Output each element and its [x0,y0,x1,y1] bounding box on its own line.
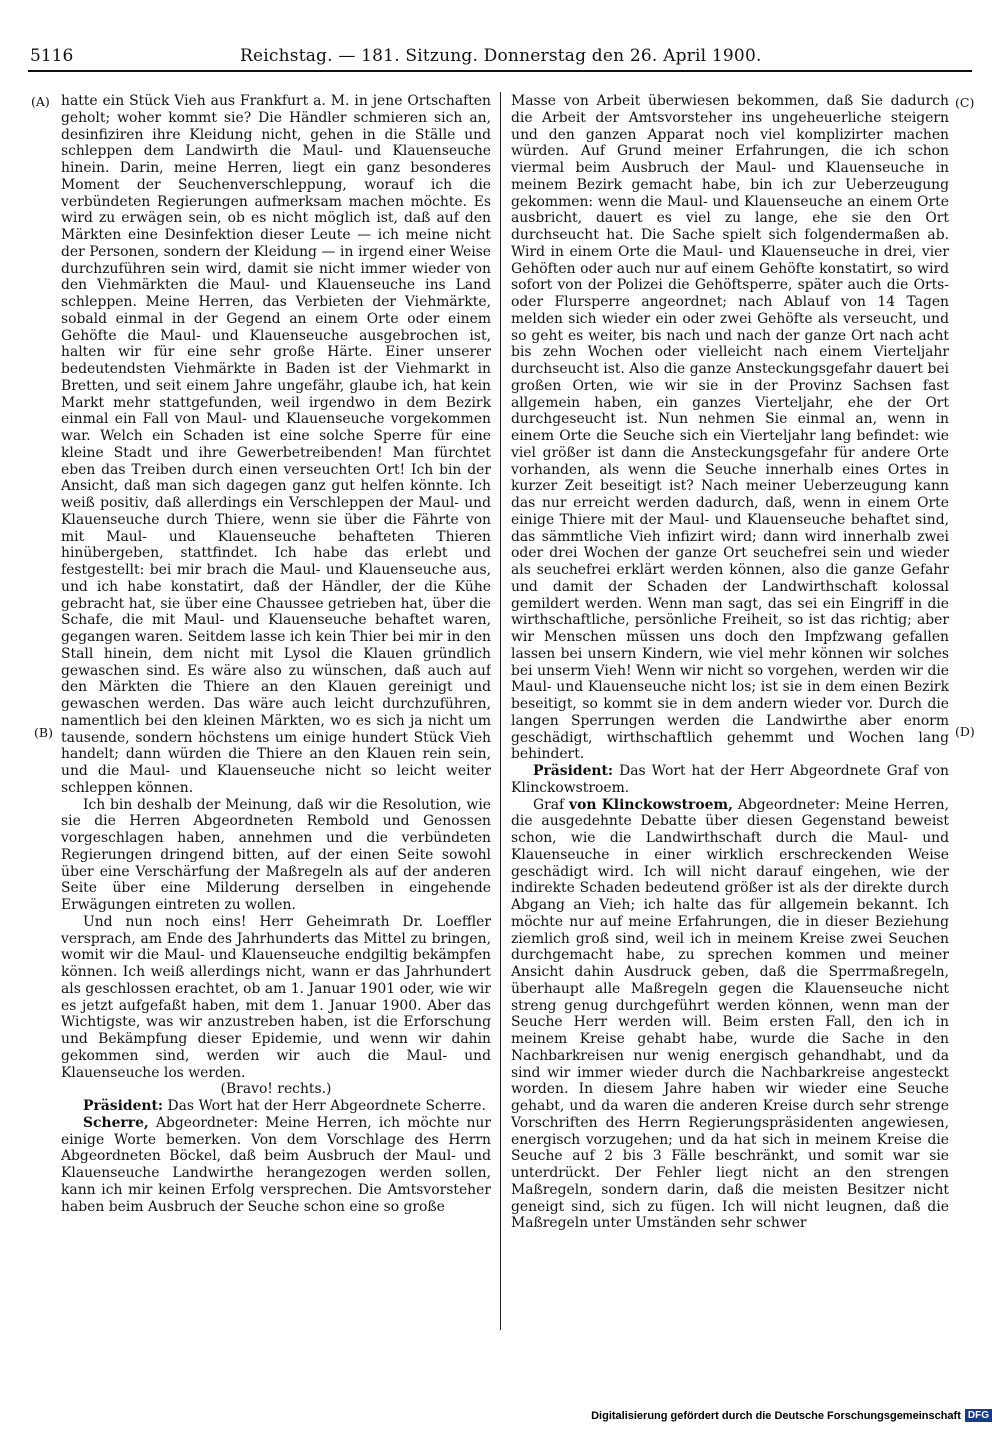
speaker-name: Scherre, [83,1114,149,1131]
speech [61,1115,491,1216]
applause-note: (Bravo! rechts.) [220,1081,332,1098]
president-text: Das Wort hat der Herr Abgeordnete Graf von Klinckowstroem. [511,763,949,796]
president-text: Das Wort hat der Herr Abgeordnete Scherre. [167,1098,486,1114]
footer-credit-text: Digitalisierung gefördert durch die Deutsche Forschungsgemeinschaft [591,1409,961,1422]
speech-text: Abgeordneter: Meine Herren, die ausgedehnte Debatte über diesen Gegenstand beweist schon, wie die Landwirthschaft durch die Maul- und Klauenseuche in einer wirklich erschreckenden Weise geschädigt wird. Ich will nicht darauf eingehen, wie der indirekte Schaden bedeutend größer ist als der direkte durch Abgang an Vieh; ich halte das für allgemein bekannt. Ich möchte nur auf meine Erfahrungen, die in dieser Beziehung ziemlich groß sind, weil ich in meinem Kreise zwei Seuchen durchgemacht habe, zu sprechen kommen und meiner Ansicht dahin Ausdruck geben, daß die Sperrmaßregeln, überhaupt alle Maßregeln gegen die Klauenseuche nicht streng genug durchgeführt werden können, wenn man der Seuche Herr werden will. Beim ersten Fall, den ich in meinem Kreise gehabt habe, wurde die Sache in den Nachbarkreisen nur wenig energisch gehandhabt, und da sind wir immer wieder durch die Nachbarkreise angesteckt worden. In diesem Jahre haben wir wieder eine Seuche gehabt, und da waren die anderen Kreise durch sehr strenge Vorschriften des Herrn Regierungspräsidenten angewiesen, energisch vorzugehen; und da hat sich in meinem Kreise die Seuche auf 2 bis 3 Fälle beschränkt, und somit war sie unterdrückt. Der Fehler liegt nicht an den strengen Maßregeln, sondern darin, daß die meisten Besitzer nicht geneigt sind, sich zu fügen. Ich will nicht leugnen, daß die Maßregeln unter Umständen sehr schwer [511,796,949,1232]
footer-credit [591,1409,992,1422]
president-label: Präsident: [83,1098,164,1114]
paragraph: Masse von Arbeit überwiesen bekommen, daß Sie dadurch die Arbeit der Amtsvorsteher ins ungeheuerliche steigern und den ganzen Apparat noch viel komplizirter machen würden. Auf Grund meiner Erfahrungen, die ich schon viermal beim Ausbruch der Maul- und Klauenseuche in meinem Bezirk gemacht habe, bin ich zur Ueberzeugung gekommen: wenn die Maul- und Klauenseuche an einem Orte ausbricht, dauert es viel zu lange, ehe sie den Ort durchseucht hat. Die Sache spielt sich folgendermaßen ab. Wird in einem Orte die Maul- und Klauenseuche in drei, vier Gehöften oder auch nur auf einem Gehöfte konstatirt, so wird sofort von der Polizei die Gehöftsperre, später auch die Orts- oder Flursperre angeordnet; nach Ablauf von 14 Tagen melden sich wieder ein oder zwei Gehöfte als verseucht, und so geht es weiter, bis nach und nach der ganze Ort nach acht bis zehn Wochen oder vielleicht nach einem Vierteljahr durchseucht ist. Also die ganze Ansteckungsgefahr dauert bei großen Orten, wie wir sie in der Provinz Sachsen fast allgemein haben, ein ganzes Vierteljahr, ehe der Ort durchgeseucht ist. Nun nehmen Sie einmal an, wenn in einem Orte die Seuche sich ein Vierteljahr lang befindet: wie viel größer ist dann die Ansteckungsgefahr für andere Orte vorhanden, als wenn die Seuche innerhalb eines Ortes in kurzer Zeit beseitigt ist? Nach meiner Ueberzeugung kann das nur erreicht werden dadurch, daß, wenn in einem Orte einige Thiere mit der Maul- und Klauenseuche behaftet sind, das sämmtliche Vieh infizirt wird; dann wird innerhalb zwei oder drei Wochen der ganze Ort seuchefrei sein und wieder als seuchefrei erklärt werden können, also die ganze Gefahr und damit der Schaden der Landwirthschaft kolossal gemildert werden. Wenn man sagt, das sei ein Eingriff in die wirthschaftliche, persönliche Freiheit, so ist das richtig; aber wir Menschen müssen uns doch den Impfzwang gefallen lassen bei unsern Kindern, wie viel mehr können wir solches bei unserm Vieh! Wenn wir nicht so vorgehen, werden wir die Maul- und Klauenseuche nicht los; ist sie in dem einen Bezirk beseitigt, so kommt sie in dem andern wieder vor. Durch die langen Sperrungen werden die Landwirthe aber enorm geschädigt, wirthschaftlich gehemmt und Wochen lang behindert. [511,93,949,763]
page-number: 5116 [30,46,74,66]
speech-text: Abgeordneter: Meine Herren, ich möchte nur einige Worte bemerken. Von dem Vorschlage des Herrn Abgeordneten Böckel, daß beim Ausbruch der Maul- und Klauenseuche Landwirthe herangezogen werden sollen, kann ich mir keinen Erfolg versprechen. Die Amtsvorsteher haben beim Ausbruch der Seuche schon eine so große [61,1114,491,1215]
paragraph: Ich bin deshalb der Meinung, daß wir die Resolution, wie sie die Herren Abgeordneten Rembold und Genossen vorgeschlagen haben, annehmen und die verbündeten Regierungen dringend bitten, auf der einen Seite sowohl über eine Verschärfung der Maßregeln als auf der anderen Seite über eine Milderung derselben in eingehende Erwägungen eintreten zu wollen. [61,796,491,913]
paragraph: Und nun noch eins! Herr Geheimrath Dr. Loeffler versprach, am Ende des Jahrhunderts das Mittel zu bringen, womit wir die Maul- und Klauenseuche endgiltig bekämpfen können. Ich weiß allerdings nicht, wann er das Jahrhundert als geschlossen erachtet, ob am 1. Januar 1901 oder, wie wir es jetzt aufgefaßt haben, mit dem 1. Januar 1900. Aber das Wichtigste, was wir anzustreben haben, ist die Erforschung und Bekämpfung dieser Epidemie, und wenn wir dahin gekommen sind, werden wir auch die Maul- und Klauenseuche los werden. [61,913,491,1081]
running-head: Reichstag. — 181. Sitzung. Donnerstag den 26. April 1900. [240,46,762,66]
speech [511,797,949,1233]
president-label: Präsident: [533,763,614,779]
dfg-logo: DFG [965,1409,992,1422]
speaker-prefix: Graf [533,796,565,813]
margin-marker-b: (B) [34,725,53,740]
speaker-name: von Klinckowstroem, [569,796,733,813]
margin-marker-a: (A) [31,94,50,109]
right-column [511,93,949,1333]
margin-marker-c: (C) [955,95,975,110]
header-rule [28,70,972,72]
paragraph: hatte ein Stück Vieh aus Frankfurt a. M. in jene Ortschaften geholt; woher kommt sie? Die Händler schmieren sich an, desinfiziren ihre Kleidung nicht, gehen in die Ställe und schleppen dem Landwirth die Maul- und Klauenseuche hinein. Darin, meine Herren, liegt ein ganz besonderes Moment der Seuchenverschleppung, worauf ich die verbündeten Regierungen aufmerksam machen möchte. Es wird zu erwägen sein, ob es nicht möglich ist, daß auf den Märkten eine Desinfektion dieser Leute — ich meine nicht der Personen, sondern der Kleidung — in irgend einer Weise durchzuführen sein wird, damit sie nicht immer wieder von den Viehmärkten die Maul- und Klauenseuche ins Land schleppen. Meine Herren, das Verbieten der Viehmärkte, sobald einmal in der Gegend an einem Orte oder einem Gehöfte die Maul- und Klauenseuche ausgebrochen ist, halten wir für eine sehr große Härte. Einer unserer bedeutendsten Viehmärkte in Baden ist der Viehmarkt in Bretten, und seit einem Jahre ungefähr, glaube ich, hat kein Markt mehr stattgefunden, weil irgendwo in dem Bezirk einmal ein Fall von Maul- und Klauenseuche vorgekommen war. Welch ein Schaden ist eine solche Sperre für eine kleine Stadt und ihre Gewerbetreibenden! Man fürchtet eben das Treiben durch einen verseuchten Ort! Ich bin der Ansicht, daß man sich dagegen ganz gut helfen könnte. Ich weiß positiv, daß allerdings ein Verschleppen der Maul- und Klauenseuche durch Thiere, wenn sie über die Fährte von mit Maul- und Klauenseuche behafteten Thieren hinübergeben, stattfindet. Ich habe das erlebt und festgestellt: bei mir brach die Maul- und Klauenseuche aus, und ich habe konstatirt, daß der Händler, der die Kühe gebracht hat, sie über eine Chaussee getrieben hat, über die Schafe, die mit Maul- und Klauenseuche behaftet waren, gegangen waren. Seitdem lasse ich kein Thier bei mir in den Stall hinein, dem nicht mit Lysol die Klauen gründlich gewaschen sind. Es wäre also zu wünschen, daß auch auf den Märkten die Thiere an den Klauen gereinigt und gewaschen werden. Das wäre auch leicht durchzuführen, namentlich bei den kleinen Märkten, wo es sich ja nicht um tausende, sondern höchstens um einige hundert Stück Vieh handelt; dann würden die Thiere an den Klauen rein sein, und die Maul- und Klauenseuche nicht so leicht weiter schleppen können. [61,93,491,796]
president-remark [61,1098,491,1115]
margin-marker-d: (D) [955,724,975,739]
president-remark [511,763,949,797]
column-separator [500,92,501,1330]
left-column [61,93,491,1333]
